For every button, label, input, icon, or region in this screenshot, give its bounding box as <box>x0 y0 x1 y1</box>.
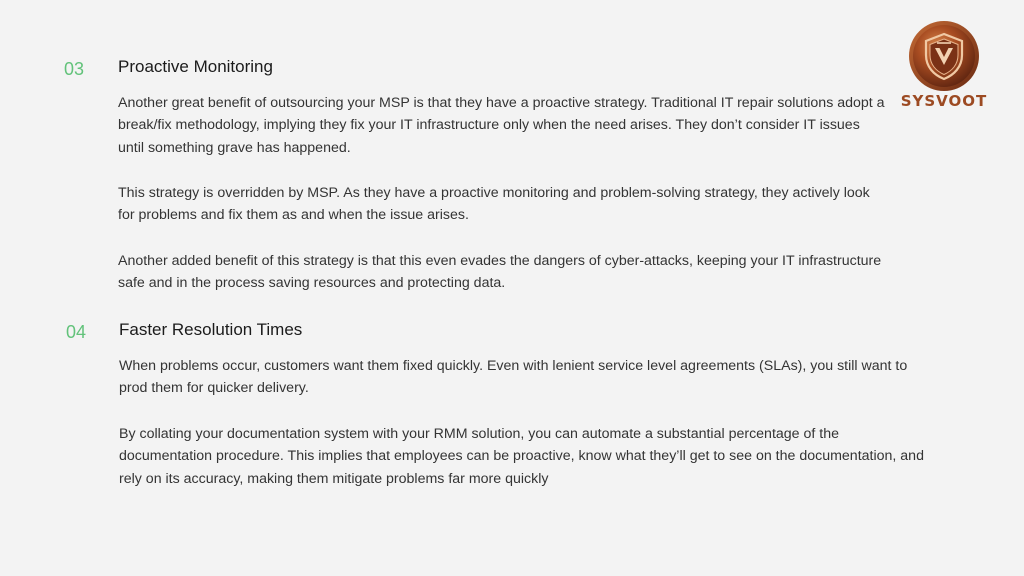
paragraph: By collating your documentation system with your RMM solution, you can automate a substantial percentage of the documentation procedure. This implies that employees can be proactive, know what they’ll get to see on the documentation, and rely on its accuracy, making them mitigate problems far more quickly <box>119 426 924 487</box>
section-title: Proactive Monitoring <box>118 57 273 76</box>
section-number: 04 <box>66 322 87 342</box>
logo-wordmark: SYSVOOT <box>900 92 988 110</box>
paragraph: This strategy is overridden by MSP. As they have a proactive monitoring and problem-solving strategy, they actively look for problems and fix them as and when the issue arises. <box>118 185 870 224</box>
paragraph: When problems occur, customers want them fixed quickly. Even with lenient service level agreements (SLAs), you still want to prod them for quicker delivery. <box>119 358 908 397</box>
paragraph: Another great benefit of outsourcing your MSP is that they have a proactive strategy. Traditional IT repair solutions adopt a break/fix methodology, implying they fix your IT infrastructure only when the need arises. They don’t consider IT issues until something grave has happened. <box>118 95 885 156</box>
paragraph: Another added benefit of this strategy is that this even evades the dangers of cyber-attacks, keeping your IT infrastructure safe and in the process saving resources and protecting data. <box>118 253 882 292</box>
section-title: Faster Resolution Times <box>119 320 303 339</box>
shield-emblem-icon <box>908 20 980 92</box>
section-number: 03 <box>64 59 85 79</box>
brand-logo <box>886 20 1002 116</box>
